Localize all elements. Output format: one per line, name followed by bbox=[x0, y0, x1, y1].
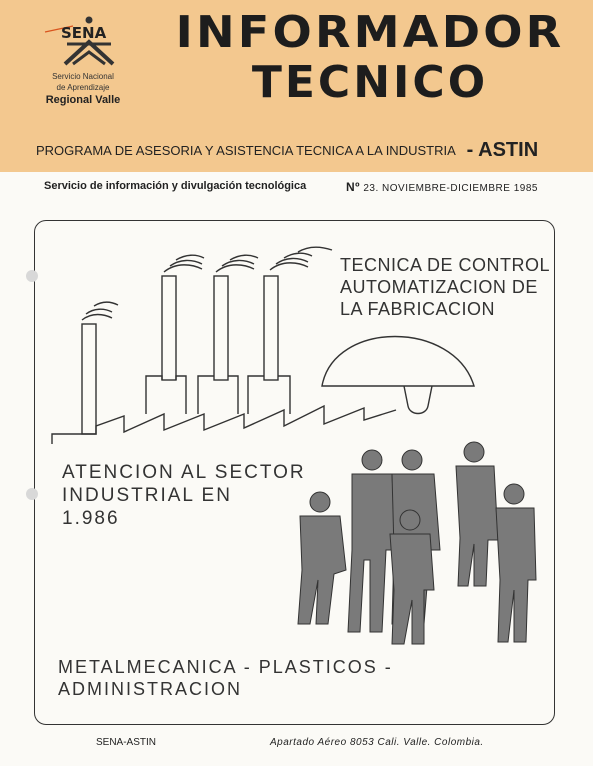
person-icon bbox=[348, 450, 396, 632]
headline-sectors-line1: METALMECANICA - PLASTICOS - bbox=[58, 657, 393, 677]
headline-automation bbox=[340, 254, 550, 320]
logo-region: Regional Valle bbox=[45, 94, 121, 106]
punch-hole-icon bbox=[26, 270, 38, 282]
person-icon bbox=[456, 442, 498, 586]
headline-attention-line1: ATENCION AL SECTOR bbox=[62, 462, 306, 483]
punch-hole-icon bbox=[26, 488, 38, 500]
program-line bbox=[36, 138, 566, 161]
footer-address: Apartado Aéreo 8053 Cali. Valle. Colombia. bbox=[270, 737, 484, 748]
person-icon bbox=[496, 484, 536, 642]
people-icon bbox=[298, 442, 536, 644]
issue-label: Nº bbox=[346, 180, 361, 194]
title-line1: INFORMADOR bbox=[175, 7, 565, 58]
headline-attention-line3: 1.986 bbox=[62, 508, 120, 529]
footer-left: SENA-ASTIN bbox=[96, 737, 157, 748]
masthead bbox=[0, 0, 593, 172]
logo-name: SENA bbox=[61, 24, 107, 42]
issue-text: 23. NOVIEMBRE-DICIEMBRE 1985 bbox=[363, 183, 538, 194]
headline-attention-line2: INDUSTRIAL EN bbox=[62, 485, 232, 506]
headline-sectors-line2: ADMINISTRACION bbox=[58, 679, 243, 699]
masthead-title bbox=[160, 8, 580, 108]
headline-automation-line1: TECNICA DE CONTROL bbox=[340, 255, 551, 275]
headline-sectors bbox=[58, 656, 393, 700]
sena-emblem-icon bbox=[43, 14, 123, 70]
headline-attention bbox=[62, 461, 306, 530]
issue-info bbox=[346, 180, 538, 194]
headline-automation-line3: LA FABRICACION bbox=[340, 299, 496, 319]
headline-automation-line2: AUTOMATIZACION DE bbox=[340, 277, 538, 297]
program-text: PROGRAMA DE ASESORIA Y ASISTENCIA TECNICA A LA INDUSTRIA bbox=[36, 143, 456, 158]
logo-org-line1: Servicio Nacional bbox=[52, 72, 114, 81]
sena-logo bbox=[28, 14, 138, 106]
service-line: Servicio de información y divulgación tecnológica bbox=[44, 180, 307, 192]
logo-org-line2: de Aprendizaje bbox=[56, 83, 110, 92]
title-line2: TECNICO bbox=[251, 57, 489, 108]
program-suffix: - ASTIN bbox=[466, 139, 539, 161]
